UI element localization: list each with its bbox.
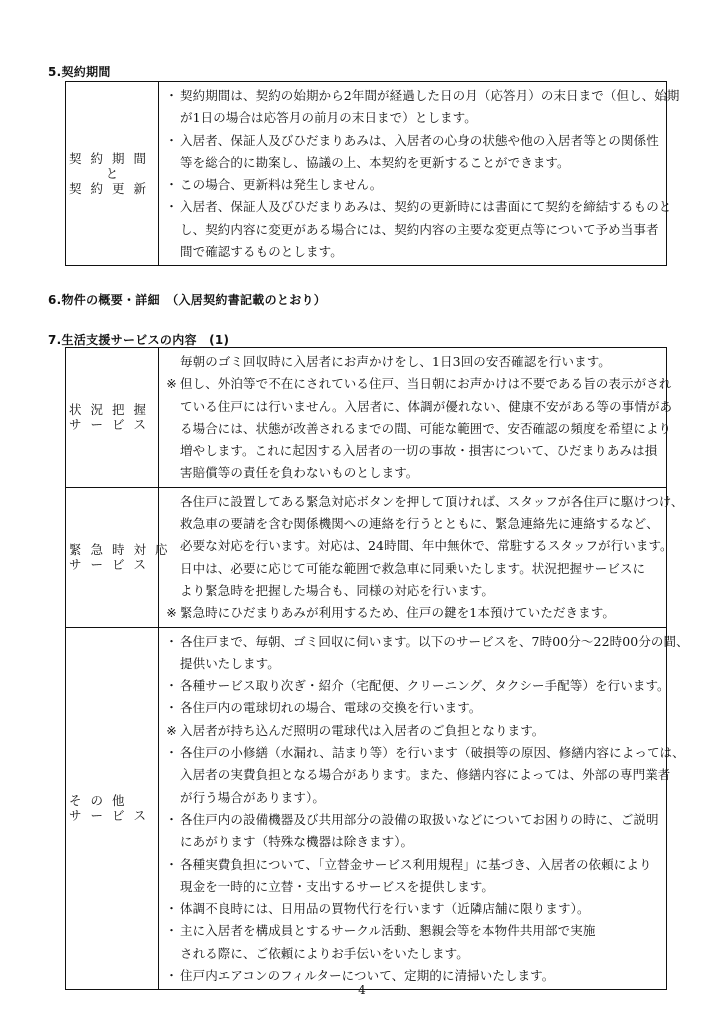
row-label-line: 状況把握 [69,402,156,418]
content-line [163,196,672,218]
row-label-line: 契約更新 [69,181,156,197]
content-line [163,675,670,697]
content-line [163,351,658,373]
content-text: 住戸内エアコンのフィルターについて、定期的に清掃いたします。 [180,968,555,984]
row-label-line: と [105,166,119,182]
content-text: より緊急時を把握した場合も、同様の対応を行います。 [180,582,495,598]
note-mark: ※ [166,376,177,392]
contract-period-table [65,81,680,266]
row-label-line: 緊急時対応 [69,542,177,558]
bullet-mark: ・ [165,88,178,103]
row-label-cell [66,82,159,266]
row-content-cell [159,82,680,266]
content-line [163,373,672,395]
content-line [163,943,658,965]
content-text: 各住戸内の電球切れの場合、電球の交換を行います。 [180,700,482,716]
content-text: ている住戸には行いません。入居者に、体調が優れない、健康不安がある等の事情があ [180,398,673,414]
content-text: 等を総合的に勘案し、協議の上、本契約を更新することができます。 [180,154,570,170]
content-text: る場合には、状態が改善されるまでの間、可能な範囲で、安否確認の頻度を希望により [180,420,672,436]
content-text: 緊急時にひだまりあみが利用するため、住戸の鍵を1本預けていただきます。 [180,605,615,621]
content-text: 各種実費負担について、「立替金サービス利用規程」に基づき、入居者の依頼により [180,856,652,872]
row-label-line: 契約期間 [69,151,156,167]
section-7-heading: 7.生活支援サービスの内容 (1) [48,333,230,347]
content-text: 体調不良時には、日用品の買物代行を行います（近隣店舗に限ります）。 [180,901,590,917]
bullet-mark: ・ [165,678,178,694]
note-mark: ※ [166,605,177,621]
content-text: 契約期間は、契約の始期から2年間が経過した日の月（応答月）の末日まで（但し、始期 [180,88,680,103]
content-text: される際に、ご依頼によりお手伝いをいたします。 [180,945,469,961]
content-line [163,697,658,719]
bullet-mark: ・ [165,700,178,716]
content-line [163,241,658,263]
content-text: 各住戸まで、毎朝、ゴミ回収に伺います。以下のサービスを、7時00分～22時00分の間、 [180,633,689,649]
content-text: 現金を一時的に立替・支出するサービスを提供します。 [180,878,495,894]
content-text: 救急車の要請を含む関係機関への連絡を行うとともに、緊急連絡先に連絡するなど、 [180,516,659,532]
content-line [163,742,685,764]
content-text: 各住戸内の設備機器及び共用部分の設備の取扱いなどについてお困りの時に、ご説明 [180,811,659,827]
content-text: 害賠償等の責任を負わないものとします。 [180,465,419,481]
table-row [66,487,667,627]
content-text: 毎朝のゴミ回収時に入居者にお声かけをし、1日3回の安否確認を行います。 [180,354,611,369]
content-text: 提供いたします。 [180,655,280,671]
content-text: 入居者の実費負担となる場合があります。また、修繕内容によっては、外部の専門業者 [180,767,671,783]
content-text: 増やします。これに起因する入居者の一切の事故・損害について、ひだまりあみは損 [180,443,658,459]
content-line [163,720,658,742]
content-text: 各住戸に設置してある緊急対応ボタンを押して頂ければ、スタッフが各住戸に駆けつけ、 [180,493,684,509]
content-line [163,130,658,152]
content-text: この場合、更新料は発生しません。 [180,177,383,193]
row-content-cell [159,348,673,488]
content-line [163,602,658,624]
table-row [66,82,667,266]
content-line [163,854,658,876]
content-line [163,85,680,107]
row-label-cell [66,348,159,488]
row-label-line: その他 [69,793,134,809]
content-text: 入居者、保証人及びひだまりあみは、入居者の心身の状態や他の入居者等との関係性 [180,132,659,148]
content-text: が1日の場合は応答月の前月の末日まで）とします。 [180,110,477,126]
row-label-line: サービス [69,808,156,824]
bullet-mark: ・ [165,745,178,761]
bullet-mark: ・ [165,633,178,649]
content-line [163,809,658,831]
content-text: 入居者が持ち込んだ照明の電球代は入居者のご負担となります。 [180,722,545,738]
row-content-cell [159,487,684,627]
content-line [163,396,673,418]
content-line [163,653,658,675]
content-line [163,764,671,786]
content-line [163,558,658,580]
content-text: 入居者、保証人及びひだまりあみは、契約の更新時には書面にて契約を締結するものと [180,199,672,215]
content-line [163,513,658,535]
content-line [163,491,684,513]
bullet-mark: ・ [165,923,178,939]
content-line [163,898,658,920]
note-mark: ※ [166,722,177,738]
content-line [163,219,658,241]
row-content-cell [159,627,689,990]
content-text: にあがります（特殊な機器は除きます）。 [180,834,414,850]
content-line [163,462,658,484]
section-6-heading: 6.物件の概要・詳細 （入居契約書記載のとおり） [48,293,327,307]
row-label-cell [66,487,177,627]
content-line [163,920,658,942]
content-text: 主に入居者を構成員とするサークル活動、懇親会等を本物件共用部で実施 [180,923,596,939]
content-line [163,174,658,196]
table-row [66,348,667,488]
content-line [163,831,658,853]
bullet-mark: ・ [165,177,178,193]
content-line [163,107,658,129]
bullet-mark: ・ [165,132,178,148]
bullet-mark: ・ [165,811,178,827]
content-line [163,535,673,557]
content-line [163,418,672,440]
row-label-line: サービス [69,557,156,573]
table-row [66,627,667,990]
content-line [163,440,658,462]
content-line [163,580,658,602]
page-number: 4 [358,983,366,997]
content-text: が行う場合があります）。 [180,789,325,805]
content-text: 間で確認するものとします。 [180,244,343,260]
content-text: 必要な対応を行います。対応は、24時間、年中無休で、常駐するスタッフが行います。 [180,538,673,554]
content-text: 但し、外泊等で不在にされている住戸、当日朝にお声かけは不要である旨の表示がされ [180,376,672,392]
bullet-mark: ・ [165,856,178,872]
bullet-mark: ・ [165,901,178,917]
bullet-mark: ・ [165,968,178,984]
content-text: 各住戸の小修繕（水漏れ、詰まり等）を行います（破損等の原因、修繕内容によっては、 [180,745,685,761]
row-label-line: サービス [69,417,156,433]
content-line [163,152,658,174]
content-text: し、契約内容に変更がある場合には、契約内容の主要な変更点等について予め当事者 [180,221,659,237]
content-line [163,631,689,653]
content-line [163,787,658,809]
life-support-services-table [65,347,689,990]
content-text: 日中は、必要に応じて可能な範囲で救急車に同乗いたします。状況把握サービスに [180,560,646,576]
row-label-cell [66,627,159,990]
bullet-mark: ・ [165,199,178,215]
section-5-heading: 5.契約期間 [48,65,111,79]
content-line [163,876,658,898]
content-text: 各種サービス取り次ぎ・紹介（宅配便、クリーニング、タクシー手配等）を行います。 [180,678,670,694]
